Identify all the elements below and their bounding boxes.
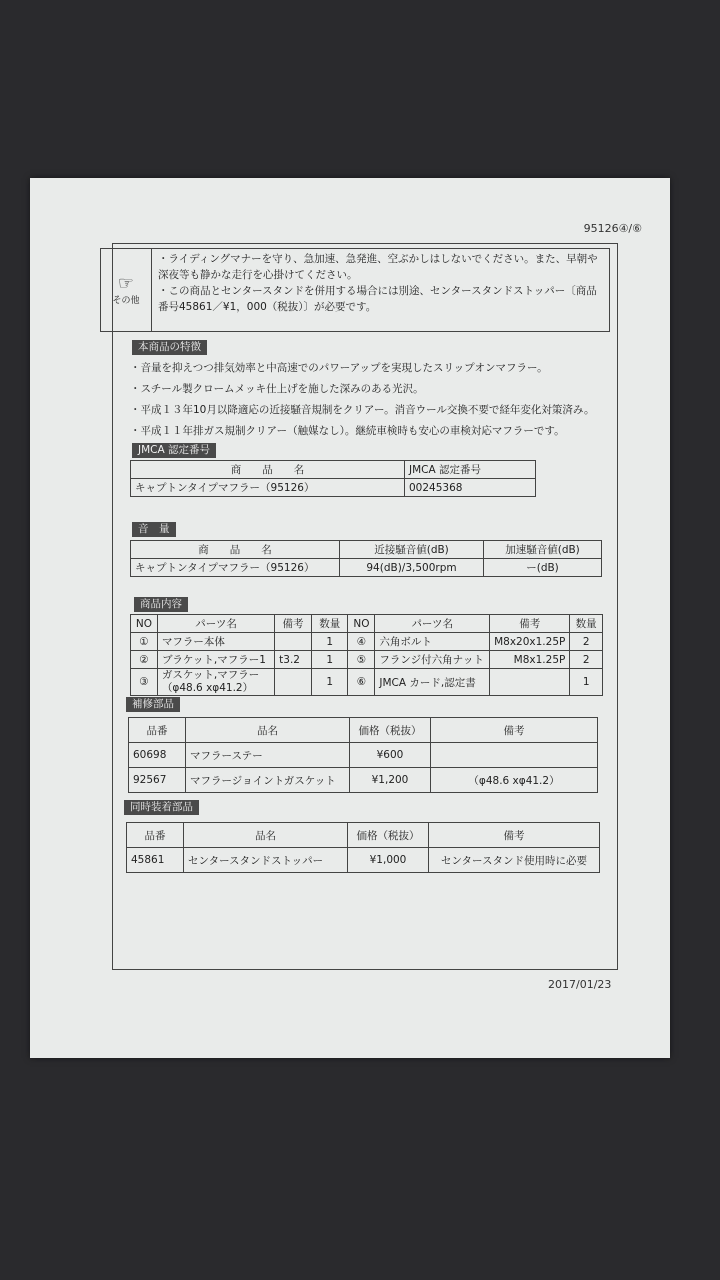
- product-name-cell: キャプトンタイプマフラー（95126）: [131, 559, 340, 577]
- column-header: 価格（税抜）: [350, 718, 431, 743]
- part-no-cell: ③: [131, 669, 158, 696]
- product-name-cell: キャプトンタイプマフラー（95126）: [131, 479, 405, 497]
- part-note-cell: M8x1.25P: [490, 651, 570, 669]
- feature-item: ・スチール製クロームメッキ仕上げを施した深みのある光沢。: [130, 383, 424, 395]
- column-header: パーツ名: [157, 615, 274, 633]
- contents-table: [130, 614, 603, 696]
- table-header-row: [131, 615, 603, 633]
- table-row: [127, 848, 600, 873]
- note-cell: センタースタンド使用時に必要: [429, 848, 600, 873]
- part-name-cell: マフラー本体: [157, 633, 274, 651]
- part-qty-cell: 1: [311, 669, 348, 696]
- column-header: 備考: [429, 823, 600, 848]
- column-header: 品名: [184, 823, 348, 848]
- column-header: 数量: [570, 615, 603, 633]
- column-header: 近接騒音値(dB): [340, 541, 484, 559]
- table-row: [131, 633, 603, 651]
- jmca-heading: JMCA 認定番号: [132, 443, 216, 458]
- part-no-cell: ⑥: [348, 669, 375, 696]
- part-name-cell: 六角ボルト: [375, 633, 490, 651]
- column-header: 価格（税抜）: [348, 823, 429, 848]
- column-header: 加速騒音値(dB): [484, 541, 602, 559]
- column-header: 備考: [490, 615, 570, 633]
- repair-parts-heading: 補修部品: [126, 697, 180, 712]
- price-cell: ¥1,200: [350, 768, 431, 793]
- column-header: 品番: [129, 718, 186, 743]
- part-no-cell: ⑤: [348, 651, 375, 669]
- part-name-cell: フランジ付六角ナット: [375, 651, 490, 669]
- part-note-cell: M8x20x1.25P: [490, 633, 570, 651]
- notice-bullet: ・ライディングマナーを守り、急加速、急発進、空ぶかしはしないでください。また、早朝や深夜等も静かな走行を心掛けてください。: [158, 253, 598, 281]
- notice-icon-cell: [101, 249, 152, 331]
- part-qty-cell: 1: [570, 669, 603, 696]
- table-row: [129, 743, 598, 768]
- part-number-cell: 45861: [127, 848, 184, 873]
- part-name-cell: センタースタンドストッパー: [184, 848, 348, 873]
- part-note-cell: [275, 669, 312, 696]
- column-header: 品番: [127, 823, 184, 848]
- feature-item: ・平成１３年10月以降適応の近接騒音規制をクリアー。消音ウール交換不要で経年変化対策済み。: [130, 404, 595, 416]
- column-header: パーツ名: [375, 615, 490, 633]
- notice-text: [152, 249, 609, 331]
- part-no-cell: ②: [131, 651, 158, 669]
- table-header-row: [131, 541, 602, 559]
- feature-item: ・音量を抑えつつ排気効率と中高速でのパワーアップを実現したスリップオンマフラー。: [130, 362, 548, 374]
- simultaneous-parts-heading: 同時装着部品: [124, 800, 199, 815]
- part-name-cell: マフラーステー: [186, 743, 350, 768]
- price-cell: ¥1,000: [348, 848, 429, 873]
- part-number-cell: 92567: [129, 768, 186, 793]
- part-name-cell: ブラケット,マフラー1: [157, 651, 274, 669]
- table-row: [131, 651, 603, 669]
- sound-heading: 音 量: [132, 522, 176, 537]
- part-no-cell: ①: [131, 633, 158, 651]
- document-code: 95126④/⑥: [583, 222, 642, 235]
- part-no-cell: ④: [348, 633, 375, 651]
- pointing-hand-icon: ☞: [117, 272, 135, 294]
- features-heading: 本商品の特徴: [132, 340, 207, 355]
- column-header: JMCA 認定番号: [405, 461, 536, 479]
- feature-item: ・平成１１年排ガス規制クリアー（触媒なし）。継続車検時も安心の車検対応マフラーです。: [130, 425, 565, 437]
- table-row: [131, 669, 603, 696]
- table-header-row: [129, 718, 598, 743]
- notice-bullet: ・この商品とセンタースタンドを併用する場合には別途、センタースタンドストッパー〔商品番号45861／¥1，000（税抜）〕が必要です。: [158, 285, 597, 313]
- part-qty-cell: 2: [570, 633, 603, 651]
- table-header-row: [127, 823, 600, 848]
- part-qty-cell: 1: [311, 651, 348, 669]
- column-header: 商 品 名: [131, 461, 405, 479]
- column-header: 備考: [431, 718, 598, 743]
- part-note-cell: t3.2: [275, 651, 312, 669]
- issue-date: 2017/01/23: [548, 978, 612, 991]
- part-number-cell: 60698: [129, 743, 186, 768]
- table-header-row: [131, 461, 536, 479]
- column-header: NO: [348, 615, 375, 633]
- part-name-cell: マフラージョイントガスケット: [186, 768, 350, 793]
- table-row: [129, 768, 598, 793]
- repair-parts-table: [128, 717, 598, 793]
- column-header: 品名: [186, 718, 350, 743]
- part-qty-cell: 1: [311, 633, 348, 651]
- simultaneous-parts-table: [126, 822, 600, 873]
- part-note-cell: [275, 633, 312, 651]
- notice-icon-label: その他: [112, 295, 140, 306]
- acceleration-noise-cell: ー(dB): [484, 559, 602, 577]
- jmca-number-cell: 00245368: [405, 479, 536, 497]
- part-name-cell: JMCA カード,認定書: [375, 669, 490, 696]
- sound-table: [130, 540, 602, 577]
- column-header: 備考: [275, 615, 312, 633]
- price-cell: ¥600: [350, 743, 431, 768]
- note-cell: [431, 743, 598, 768]
- table-row: [131, 559, 602, 577]
- part-note-cell: [490, 669, 570, 696]
- column-header: 商 品 名: [131, 541, 340, 559]
- note-cell: （φ48.6 xφ41.2）: [431, 768, 598, 793]
- part-qty-cell: 2: [570, 651, 603, 669]
- contents-heading: 商品内容: [134, 597, 188, 612]
- features-list: [130, 358, 595, 442]
- proximity-noise-cell: 94(dB)/3,500rpm: [340, 559, 484, 577]
- jmca-table: [130, 460, 536, 497]
- table-row: [131, 479, 536, 497]
- notice-box: [100, 248, 610, 332]
- part-name-cell: ガスケット,マフラー （φ48.6 xφ41.2）: [157, 669, 274, 696]
- column-header: 数量: [311, 615, 348, 633]
- column-header: NO: [131, 615, 158, 633]
